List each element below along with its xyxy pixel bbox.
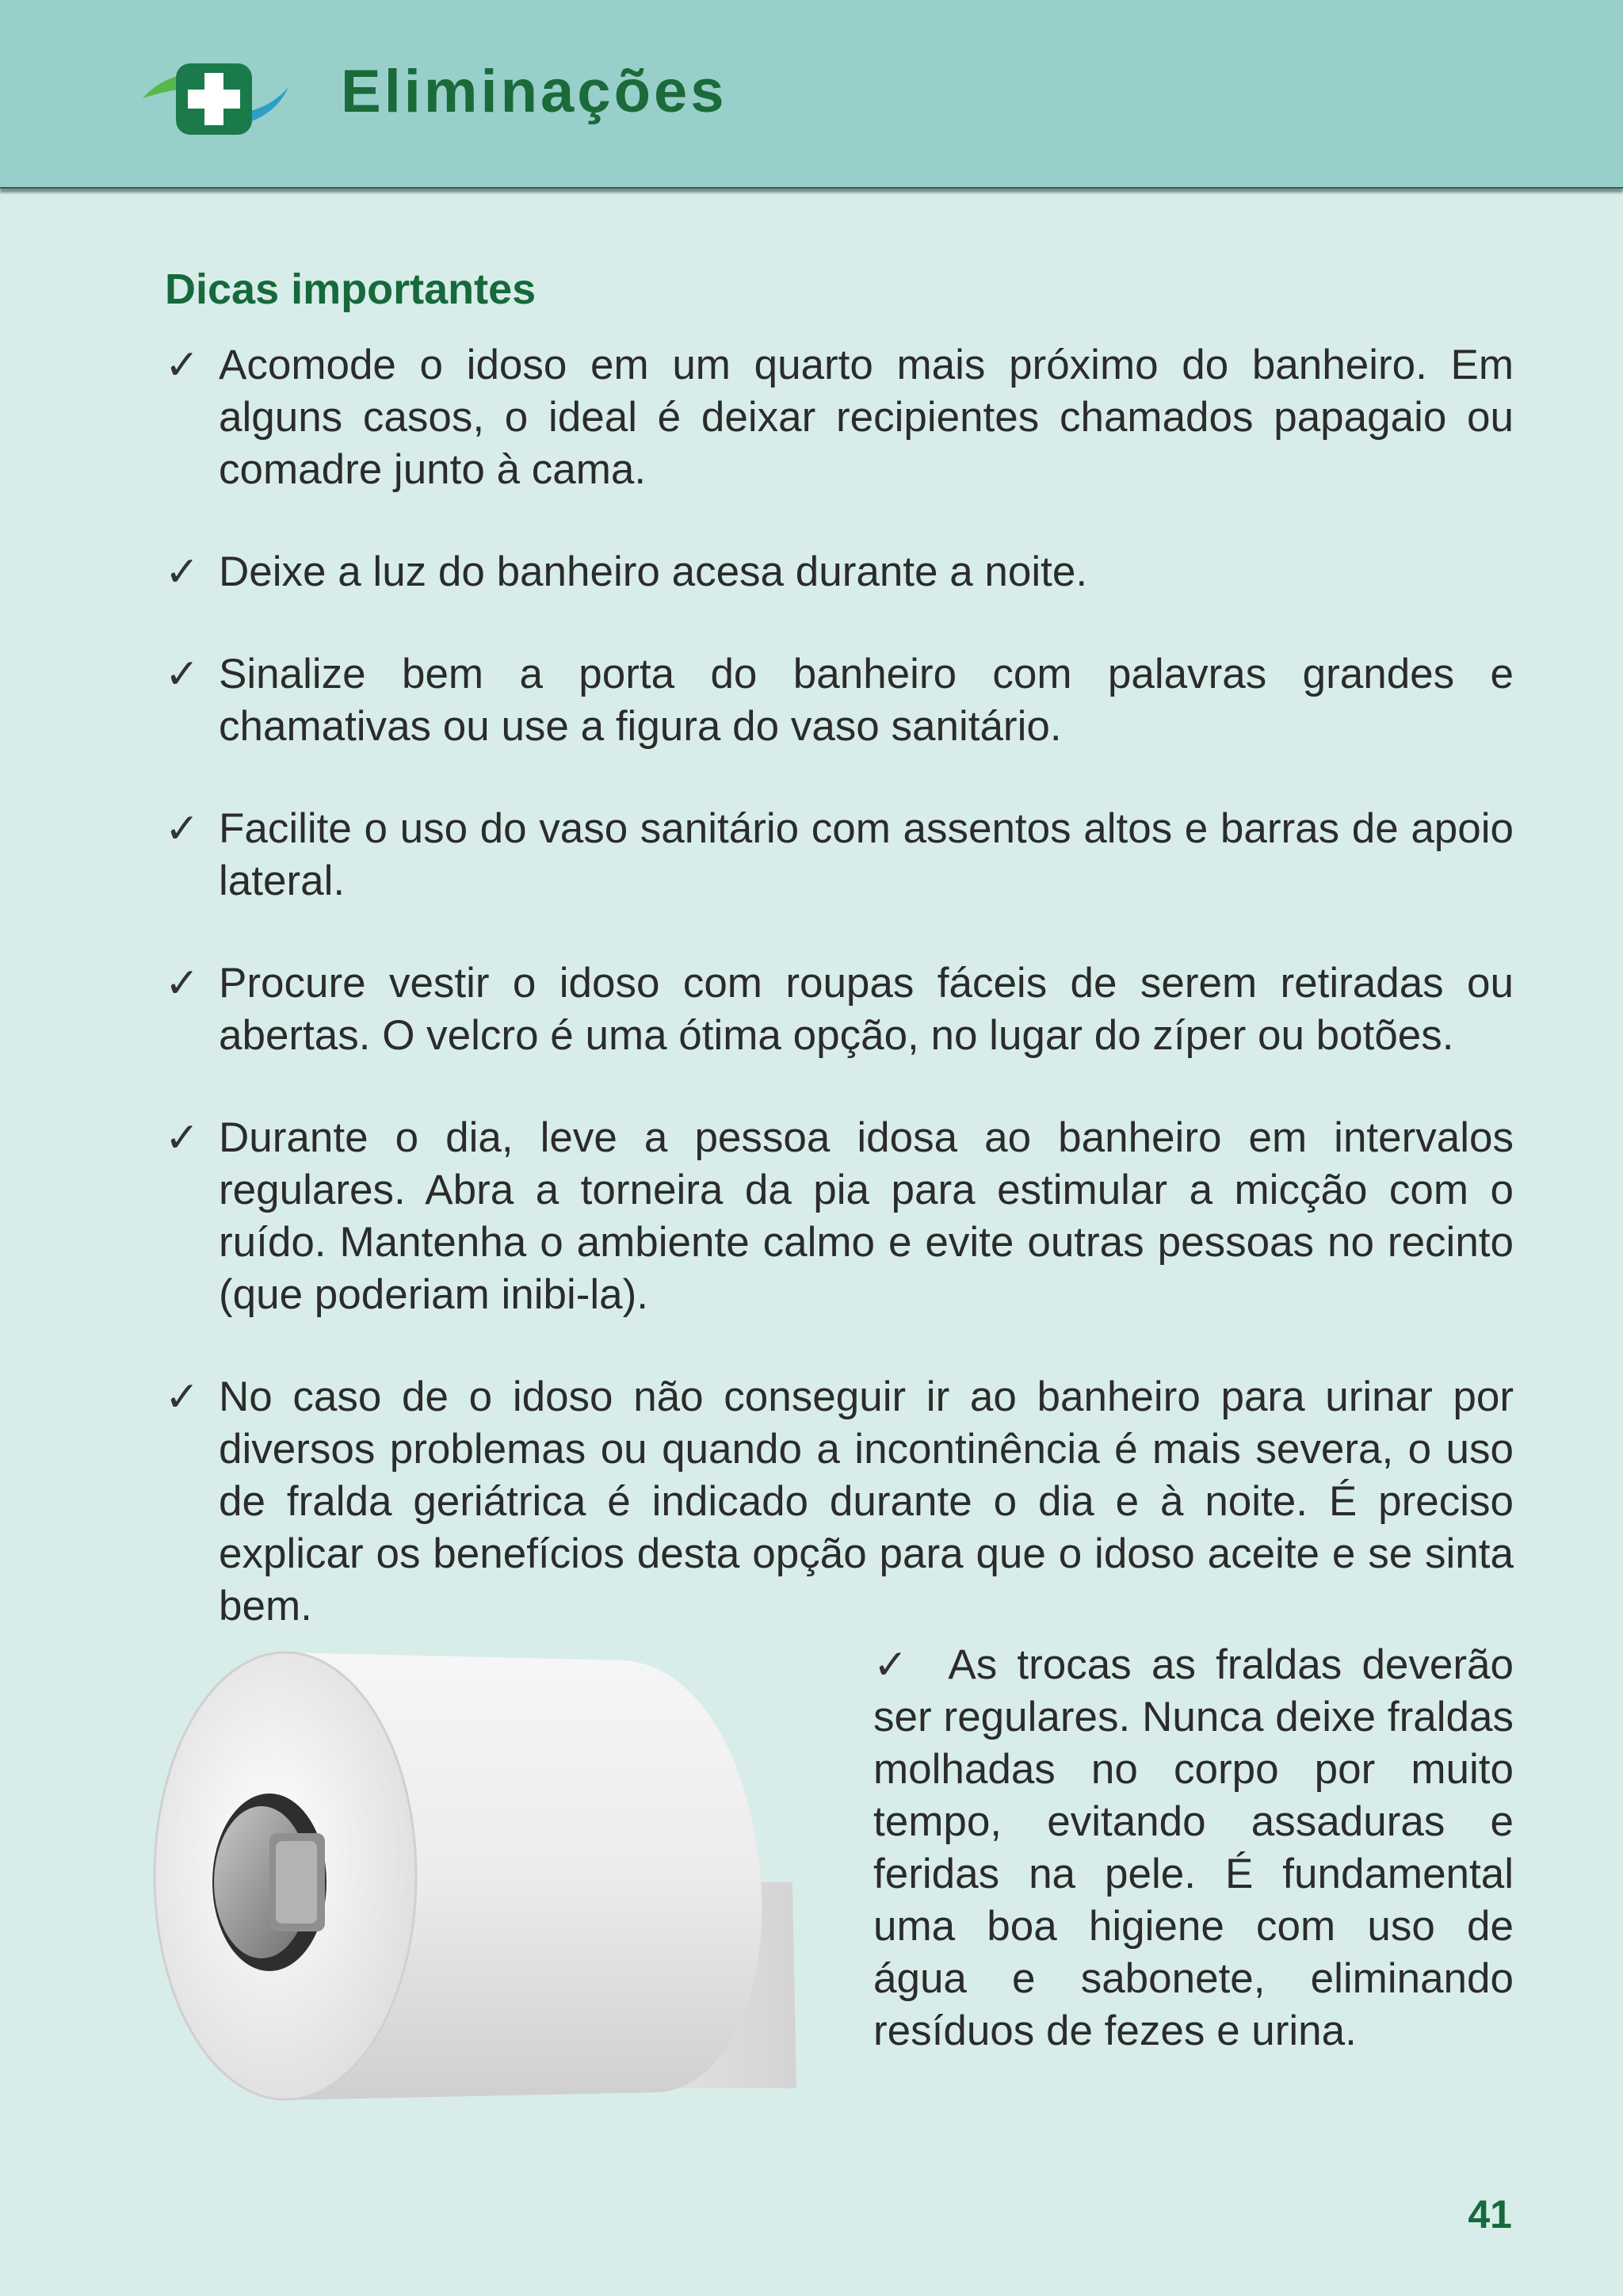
check-icon: ✓ xyxy=(165,549,200,595)
tip-text: Sinalize bem a porta do banheiro com palavras grandes e chamativas ou use a figura do vaso sanitário. xyxy=(219,651,1514,750)
tip-text: No caso de o idoso não conseguir ir ao banheiro para urinar por diversos problemas ou quando a incontinência é mais severa, o uso de fralda geriátrica é indicado durante o dia e à noite. É preciso explicar os benefícios desta opção para que o idoso aceite e se sinta bem. xyxy=(219,1373,1514,1629)
medical-cross-icon xyxy=(139,51,292,136)
check-icon: ✓ xyxy=(165,342,200,388)
page-number: 41 xyxy=(1468,2192,1512,2237)
list-item xyxy=(165,339,1514,496)
check-icon: ✓ xyxy=(165,806,200,852)
section-title: Dicas importantes xyxy=(165,266,537,313)
check-icon: ✓ xyxy=(165,1115,200,1161)
tip-text: Procure vestir o idoso com roupas fáceis de serem retiradas ou abertas. O velcro é uma ótima opção, no lugar do zíper ou botões. xyxy=(219,960,1514,1059)
tip-text: As trocas as fraldas deverão ser regulares. Nunca deixe fraldas molhadas no corpo por muito tempo, evitando assaduras e feridas na pele. É fundamental uma boa higiene com uso de água e sabonete, eliminando resíduos de fezes e urina. xyxy=(873,1641,1514,2054)
tip-text: Facilite o uso do vaso sanitário com assentos altos e barras de apoio lateral. xyxy=(219,805,1514,904)
list-item xyxy=(165,1371,1514,1633)
list-item xyxy=(165,957,1514,1062)
list-item xyxy=(165,1112,1514,1321)
page-header xyxy=(0,0,1623,189)
check-icon: ✓ xyxy=(165,651,200,697)
list-item xyxy=(165,546,1514,598)
list-item xyxy=(165,648,1514,753)
tips-list xyxy=(165,339,1514,1683)
page-title: Eliminações xyxy=(341,58,727,125)
list-item xyxy=(165,803,1514,907)
tip-text: Durante o dia, leve a pessoa idosa ao banheiro em intervalos regulares. Abra a torneira da pia para estimular a micção com o ruído. Mantenha o ambiente calmo e evite outras pessoas no recinto (que poderiam inibi-la). xyxy=(219,1114,1514,1318)
side-tip xyxy=(873,1639,1514,2057)
check-icon: ✓ xyxy=(873,1642,917,1688)
tip-text: Deixe a luz do banheiro acesa durante a noite. xyxy=(219,548,1088,595)
check-icon: ✓ xyxy=(165,1374,200,1420)
check-icon: ✓ xyxy=(165,961,200,1007)
tip-text: Acomode o idoso em um quarto mais próximo do banheiro. Em alguns casos, o ideal é deixar recipientes chamados papagaio ou comadre junto à cama. xyxy=(219,342,1514,493)
toilet-paper-roll-icon xyxy=(151,1645,808,2104)
